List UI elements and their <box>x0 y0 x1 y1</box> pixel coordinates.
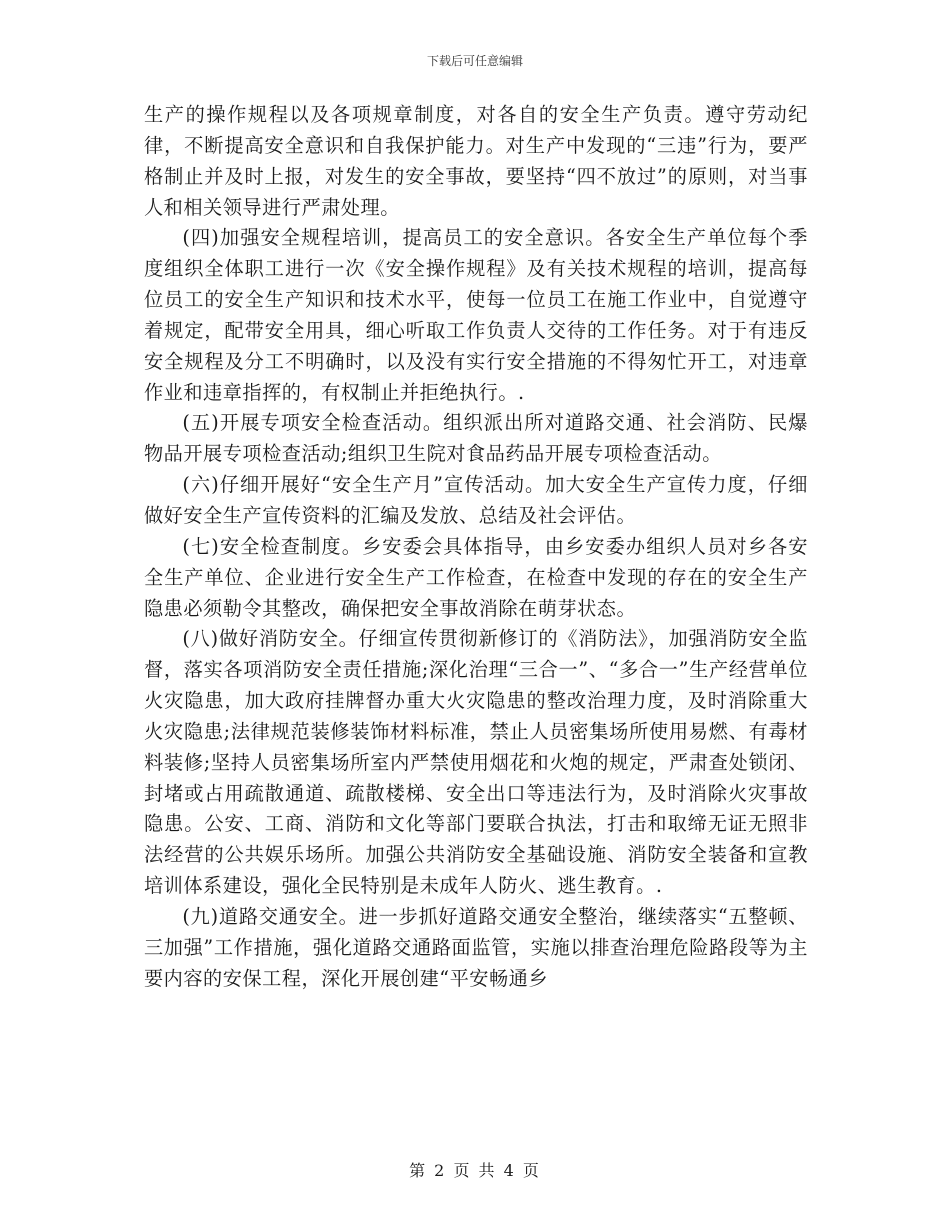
paragraph-5: (五)开展专项安全检查活动。组织派出所对道路交通、社会消防、民爆物品开展专项检查活动;组织卫生院对食品药品开展专项检查活动。 <box>144 411 808 466</box>
paragraph-8: (八)做好消防安全。仔细宣传贯彻新修订的《消防法》，加强消防安全监督，落实各项消防安全责任措施;深化治理“三合一”、“多合一”生产经营单位火灾隐患，加大政府挂牌督办重大火灾隐患的整改治理力度，及时消除重大火灾隐患;法律规范装修装饰材料标准，禁止人员密集场所使用易燃、有毒材料装修;坚持人员密集场所室内严禁使用烟花和火炮的规定，严肃查处锁闭、封堵或占用疏散通道、疏散楼梯、安全出口等违法行为，及时消除火灾事故隐患。公安、工商、消防和文化等部门要联合执法，打击和取缔无证无照非法经营的公共娱乐场所。加强公共消防安全基础设施、消防安全装备和宣教培训体系建设，强化全民特别是未成年人防火、逃生教育。. <box>144 627 808 898</box>
paragraph-4: (四)加强安全规程培训，提高员工的安全意识。各安全生产单位每个季度组织全体职工进行一次《安全操作规程》及有关技术规程的培训，提高每位员工的安全生产知识和技术水平，使每一位员工在施工作业中，自觉遵守着规定，配带安全用具，细心听取工作负责人交待的工作任务。对于有违反安全规程及分工不明确时，以及没有实行安全措施的不得匆忙开工，对违章作业和违章指挥的，有权制止并拒绝执行。. <box>144 226 808 404</box>
paragraph-6: (六)仔细开展好“安全生产月”宣传活动。加大安全生产宣传力度，仔细做好安全生产宣传资料的汇编及发放、总结及社会评估。 <box>144 473 808 527</box>
page-number-footer: 第 2 页 共 4 页 <box>409 1161 541 1180</box>
paragraph-7: (七)安全检查制度。乡安委会具体指导，由乡安委办组织人员对乡各安全生产单位、企业进行安全生产工作检查，在检查中发现的存在的安全生产隐患必须勒令其整改，确保把安全事故消除在萌芽状态。 <box>144 534 808 620</box>
paragraph-9: (九)道路交通安全。进一步抓好道路交通安全整治，继续落实“五整顿、三加强”工作措施，强化道路交通路面监管，实施以排查治理危险路段等为主要内容的安保工程，深化开展创建“平安畅通乡 <box>144 904 808 990</box>
document-body <box>144 100 808 994</box>
paragraph-continued: 生产的操作规程以及各项规章制度，对各自的安全生产负责。遵守劳动纪律，不断提高安全意识和自我保护能力。对生产中发现的“三违”行为，要严格制止并及时上报，对发生的安全事故，要坚持“四不放过”的原则，对当事人和相关领导进行严肃处理。 <box>144 103 808 219</box>
page-header: 下载后可任意编辑 <box>426 54 523 68</box>
